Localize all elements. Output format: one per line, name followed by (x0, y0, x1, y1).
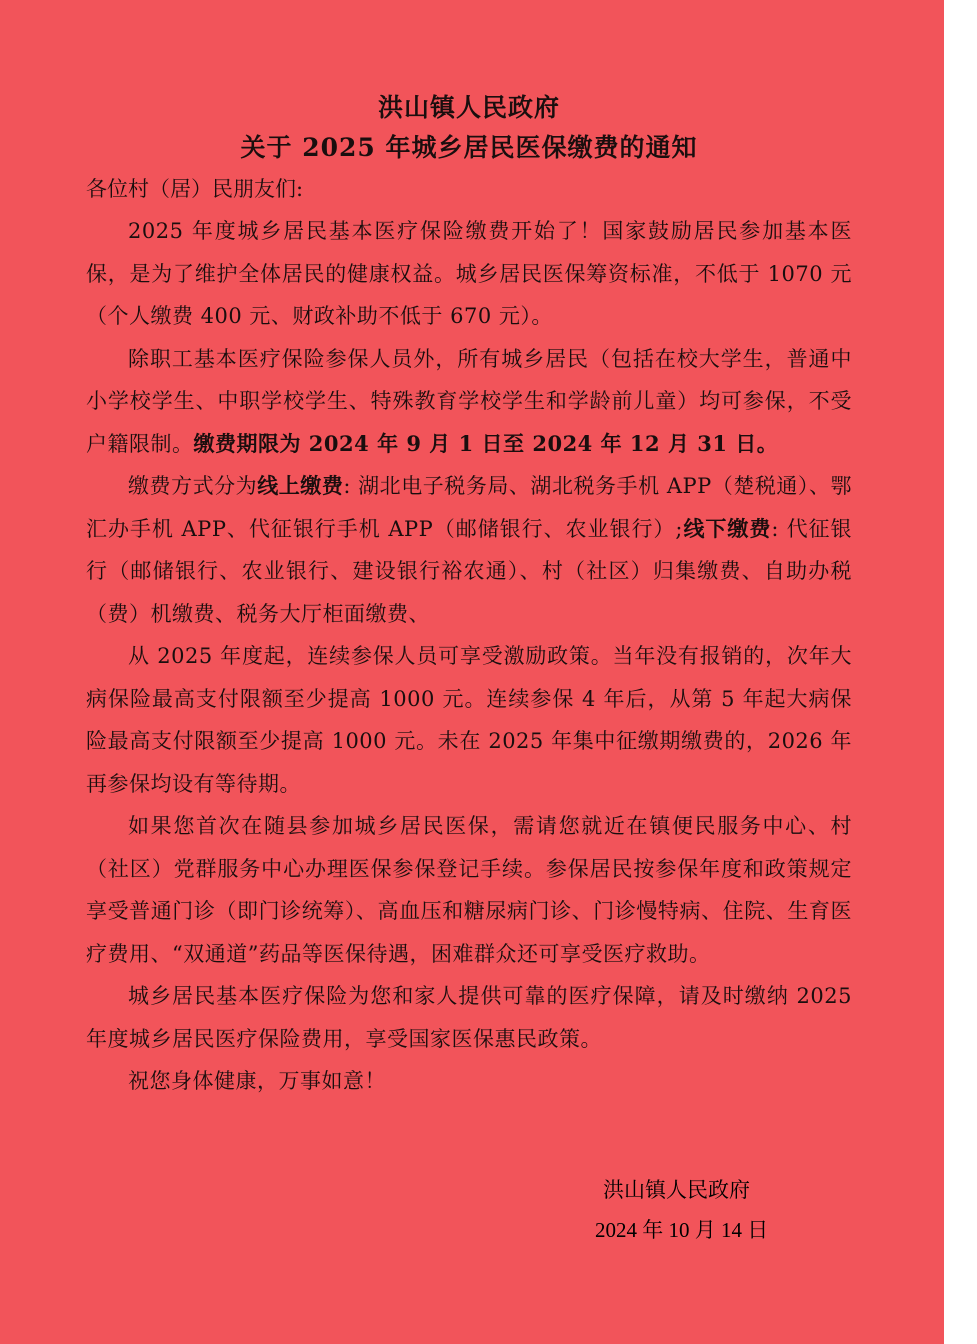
online-payment-label: 线上缴费 (257, 473, 344, 498)
paragraph-2 (86, 338, 852, 466)
signature-org: 洪山镇人民政府 (603, 1178, 750, 1202)
offline-payment-text: : 代征银行（邮储银行、农业银行、建设银行裕农通）、村（社区）归集缴费、自助办税（费）机缴费、税务大厅柜面缴费、 (86, 516, 853, 626)
paragraph-6: 城乡居民基本医疗保险为您和家人提供可靠的医疗保障，请及时缴纳 2025 年度城乡居民医疗保险费用，享受国家医保惠民政策。 (86, 984, 852, 1051)
paragraph-4: 从 2025 年度起，连续参保人员可享受激励政策。当年没有报销的，次年大病保险最高支付限额至少提高 1000 元。连续参保 4 年后，从第 5 年起大病保险最高支付限额至少提高 1000 元。未在 2025 年集中征缴期缴费的，2026 年再参保均设有等待期。 (86, 644, 852, 796)
paragraph-7: 祝您身体健康，万事如意！ (128, 1069, 386, 1093)
online-payment-text: : 湖北电子税务局、湖北税务手机 APP（楚税通）、鄂汇办手机 APP、代征银行手机 APP（邮储银行、农业银行）; (86, 474, 853, 541)
paragraph-2-text: 除职工基本医疗保险参保人员外，所有城乡居民（包括在校大学生，普通中小学校学生、中职学校学生、特殊教育学校学生和学龄前儿童）均可参保，不受户籍限制。 (86, 346, 852, 456)
greeting: 各位村（居）民朋友们: (86, 177, 304, 201)
notice-title-subject: 关于 2025 年城乡居民医保缴费的通知 (240, 133, 698, 162)
offline-payment-label: 线下缴费 (682, 515, 772, 541)
payment-methods-lead: 缴费方式分为 (128, 474, 258, 498)
payment-period: 缴费期限为 2024 年 9 月 1 日至 2024 年 12 月 31 日。 (193, 430, 779, 456)
paragraph-5: 如果您首次在随县参加城乡居民医保，需请您就近在镇便民服务中心、村（社区）党群服务中心办理医保参保登记手续。参保居民按参保年度和政策规定享受普通门诊（即门诊统筹）、高血压和糖尿病门诊、门诊慢特病、住院、生育医疗费用、“双通道”药品等医保待遇，困难群众还可享受医疗救助。 (86, 814, 852, 966)
notice-title-org: 洪山镇人民政府 (377, 93, 560, 122)
paragraph-3 (86, 465, 852, 635)
paragraph-1: 2025 年度城乡居民基本医疗保险缴费开始了！国家鼓励居民参加基本医保，是为了维护全体居民的健康权益。城乡居民医保筹资标准，不低于 1070 元（个人缴费 400 元、财政补助不低于 670 元）。 (86, 219, 852, 328)
signature-date: 2024 年 10 月 14 日 (595, 1218, 769, 1242)
